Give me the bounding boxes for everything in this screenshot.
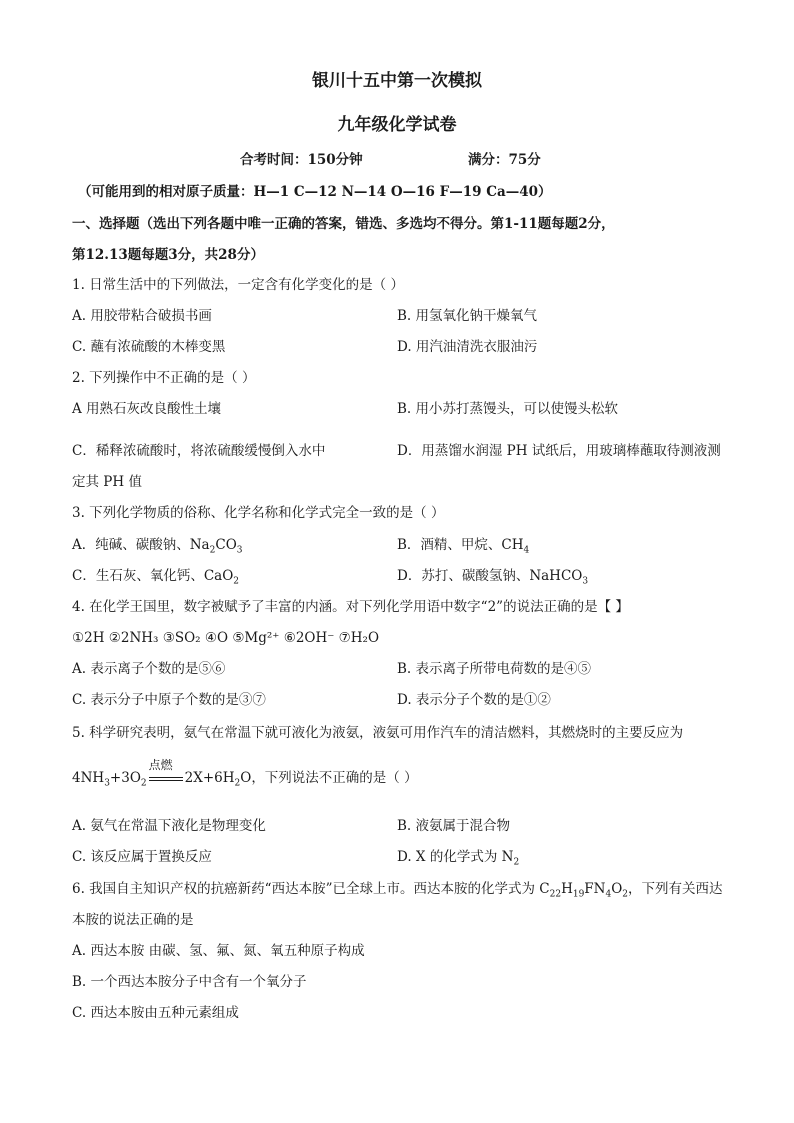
question-4-stem: 4. 在化学王国里，数字被赋予了丰富的内涵。对下列化学用语中数字“2”的说法正确的是【 】 [72, 599, 629, 615]
exam-title: 银川十五中第一次模拟 [312, 71, 482, 91]
question-4-formulas: ①2H ②2NH₃ ③SO₂ ④O ⑤Mg²⁺ ⑥2OH⁻ ⑦H₂O [72, 630, 380, 646]
question-4-option-a: A. 表示离子个数的是⑤⑥ [72, 661, 226, 677]
exam-time: 合考时间：150分钟 [240, 152, 363, 168]
question-2-option-a: A 用熟石灰改良酸性土壤 [72, 401, 222, 417]
question-1-option-b: B. 用氢氧化钠干燥氧气 [397, 308, 538, 324]
question-2-option-d-cont: 定其 PH 值 [72, 474, 142, 490]
question-2-option-b: B. 用小苏打蒸馒头，可以使馒头松软 [397, 401, 619, 417]
question-3-option-c: C．生石灰、氧化钙、CaO$_2$ [72, 568, 240, 587]
question-6-stem-cont: 本胺的说法正确的是 [72, 912, 194, 928]
question-4-option-c: C. 表示分子中原子个数的是③⑦ [72, 692, 266, 708]
reaction-arrow: 点燃 [147, 769, 185, 787]
question-1-stem: 1. 日常生活中的下列做法，一定含有化学变化的是（ ） [72, 277, 404, 293]
question-5-option-c: C. 该反应属于置换反应 [72, 849, 212, 865]
question-4-option-b: B. 表示离子所带电荷数的是④⑤ [397, 661, 592, 677]
question-3-stem: 3. 下列化学物质的俗称、化学名称和化学式完全一致的是（ ） [72, 505, 445, 521]
atomic-mass-note: （可能用到的相对原子质量：H—1 C—12 N—14 O—16 F—19 Ca—40） [78, 184, 552, 200]
question-3-option-a: A．纯碱、碳酸钠、$Na_2CO_3$ [72, 537, 243, 556]
question-2-option-c: C．稀释浓硫酸时，将浓硫酸缓慢倒入水中 [72, 443, 326, 459]
question-3-option-b: B．酒精、甲烷、$CH_4$ [397, 537, 530, 556]
question-5-option-a: A. 氨气在常温下液化是物理变化 [72, 818, 266, 834]
question-1-option-a: A. 用胶带粘合破损书画 [72, 308, 212, 324]
question-4-option-d: D. 表示分子个数的是①② [397, 692, 551, 708]
question-5-equation: $4NH_3+3O_2$ 点燃 $2X+6H_2O$，下列说法不正确的是（ ） [72, 758, 418, 789]
section-heading: 一、选择题（选出下列各题中唯一正确的答案，错选、多选均不得分。第1-11题每题2分， [72, 216, 615, 232]
question-6-option-c: C. 西达本胺由五种元素组成 [72, 1005, 239, 1021]
question-5-stem: 5. 科学研究表明，氨气在常温下就可液化为液氨，液氨可用作汽车的清洁燃料，其燃烧时的主要反应为 [72, 725, 684, 741]
question-3-option-d: D．苏打、碳酸氢钠、NaHCO$_3$ [397, 568, 589, 587]
question-2-option-d: D．用蒸馏水润湿 PH 试纸后，用玻璃棒蘸取待测液测 [397, 443, 721, 459]
question-6-option-b: B. 一个西达本胺分子中含有一个氧分子 [72, 974, 307, 990]
question-6-option-a: A. 西达本胺 由碳、氢、氟、氮、氧五种原子构成 [72, 943, 365, 959]
question-1-option-c: C. 蘸有浓硫酸的木棒变黑 [72, 339, 226, 355]
section-heading-cont: 第12.13题每题3分，共28分） [72, 247, 264, 263]
question-5-option-b: B. 液氨属于混合物 [397, 818, 511, 834]
exam-subtitle: 九年级化学试卷 [337, 115, 457, 135]
question-5-option-d: D. X 的化学式为 $N_2$ [397, 849, 520, 868]
question-6-stem: 6. 我国自主知识产权的抗癌新药“西达本胺”已全球上市。西达本胺的化学式为 $C_{22}H_{19}FN_4O_2$，下列有关西达 [72, 881, 723, 900]
question-2-stem: 2. 下列操作中不正确的是（ ） [72, 370, 256, 386]
question-1-option-d: D. 用汽油清洗衣服油污 [397, 339, 538, 355]
exam-score: 满分：75分 [468, 152, 541, 168]
